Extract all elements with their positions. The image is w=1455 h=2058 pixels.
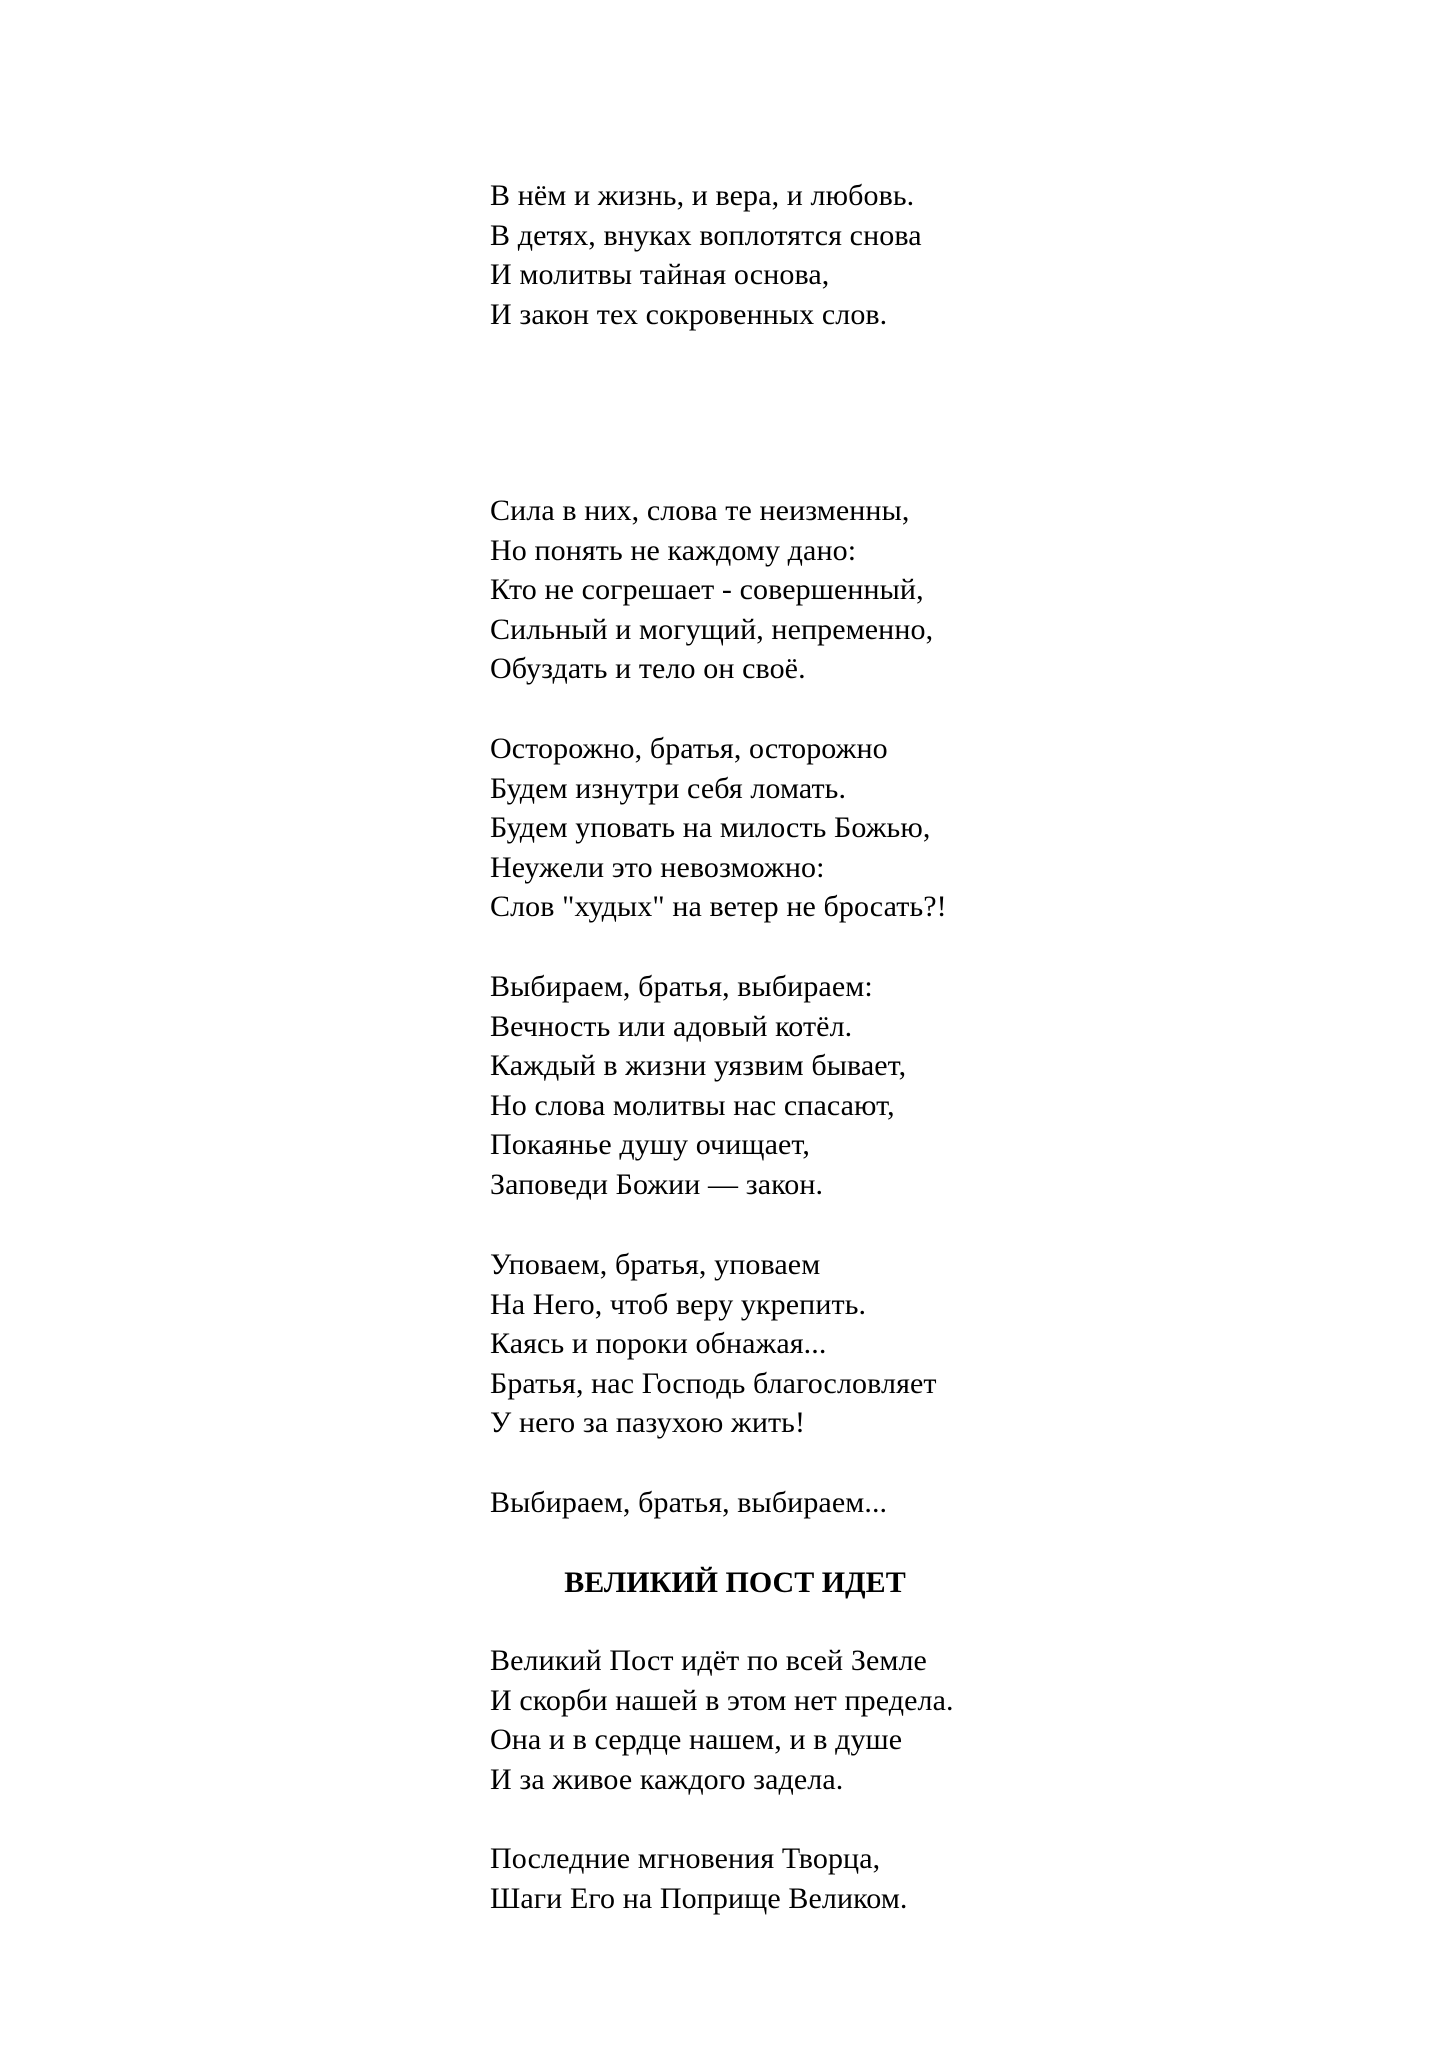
poem-line: Последние мгновения Творца, xyxy=(490,1842,881,1875)
poem-line: И закон тех сокровенных слов. xyxy=(490,297,888,331)
second-poem-stanza-2 xyxy=(490,1839,908,1918)
poem-line: Уповаем, братья, уповаем xyxy=(490,1248,821,1281)
poem-stanza-5 xyxy=(490,1245,937,1443)
poem-line: Осторожно, братья, осторожно xyxy=(490,732,888,765)
poem-line: Каждый в жизни уязвим бывает, xyxy=(490,1049,907,1083)
poem-line: Но слова молитвы нас спасают, xyxy=(490,1088,895,1122)
poem-line: Сильный и могущий, непременно, xyxy=(490,612,934,646)
poem-line: Шаги Его на Поприще Великом. xyxy=(490,1881,908,1915)
poem-line: В нём и жизнь, и вера, и любовь. xyxy=(490,179,915,212)
poem-title: ВЕЛИКИЙ ПОСТ ИДЕТ xyxy=(564,1566,906,1599)
poem-line: Великий Пост идёт по всей Земле xyxy=(490,1644,927,1677)
poem-line: Вечность или адовый котёл. xyxy=(490,1009,853,1043)
poem-stanza-6 xyxy=(490,1483,887,1523)
poem-line: И молитвы тайная основа, xyxy=(490,258,830,292)
poem-stanza-1 xyxy=(490,176,922,334)
second-poem-stanza-1 xyxy=(490,1641,954,1799)
poem-line: И за живое каждого задела. xyxy=(490,1762,844,1796)
poem-line: Слов "худых" на ветер не бросать?! xyxy=(490,890,947,924)
poem-line: Сила в них, слова те неизменны, xyxy=(490,494,910,527)
poem-line: Заповеди Божии — закон. xyxy=(490,1167,824,1201)
poem-line: Покаянье душу очищает, xyxy=(490,1128,810,1162)
poem-stanza-2 xyxy=(490,491,933,689)
poem-line: Выбираем, братья, выбираем... xyxy=(490,1486,888,1519)
poem-line: Братья, нас Господь благословляет xyxy=(490,1366,937,1400)
poem-line: У него за пазухою жить! xyxy=(490,1406,806,1440)
poem-line: Неужели это невозможно: xyxy=(490,850,825,884)
poem-line: Выбираем, братья, выбираем: xyxy=(490,970,873,1003)
poem-line: Но понять не каждому дано: xyxy=(490,533,857,567)
poem-line: На Него, чтоб веру укрепить. xyxy=(490,1287,867,1321)
poem-line: Будем уповать на милость Божью, xyxy=(490,811,931,845)
poem-line: Будем изнутри себя ломать. xyxy=(490,771,847,805)
poem-line: Каясь и пороки обнажая... xyxy=(490,1327,827,1361)
poem-stanza-4 xyxy=(490,967,906,1205)
poem-line: Обуздать и тело он своё. xyxy=(490,652,806,686)
poem-line: Она и в сердце нашем, и в душе xyxy=(490,1723,903,1757)
poem-line: Кто не согрешает - совершенный, xyxy=(490,573,924,607)
poem-line: И скорби нашей в этом нет предела. xyxy=(490,1683,954,1717)
poem-line: В детях, внуках воплотятся снова xyxy=(490,218,922,252)
poem-stanza-3 xyxy=(490,729,947,927)
